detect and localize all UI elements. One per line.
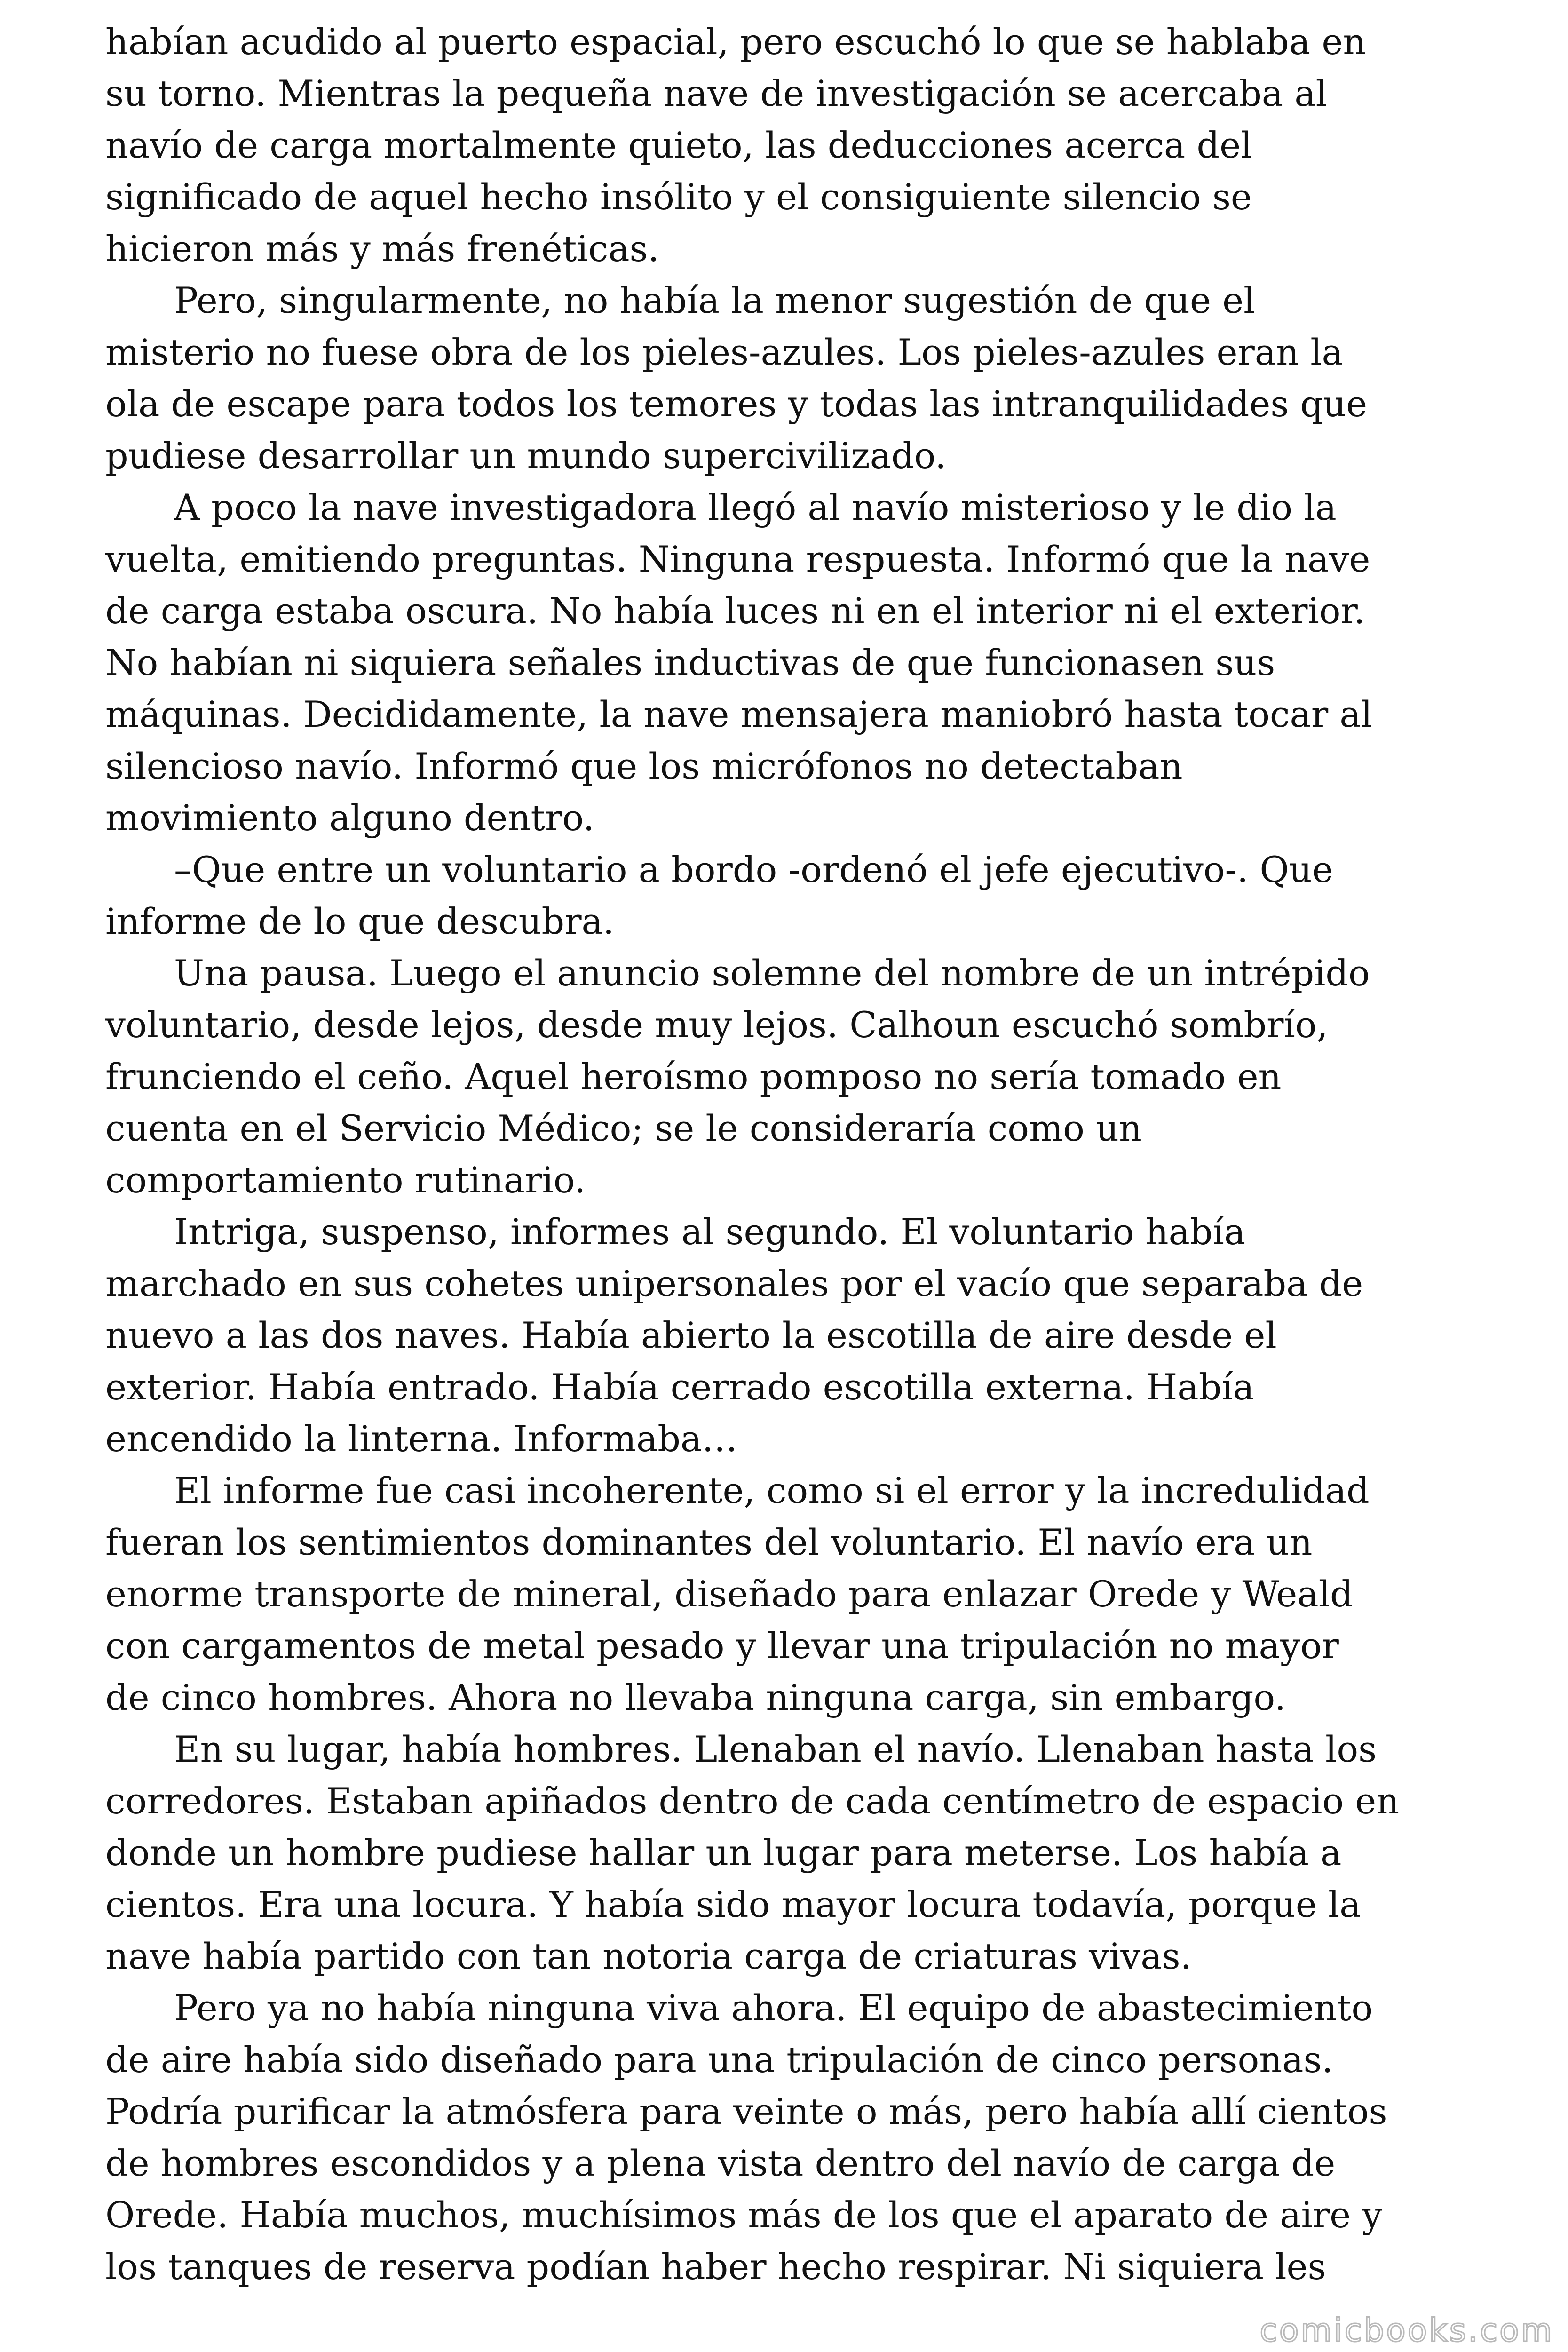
- text-line: No habían ni siquiera señales inductivas de que funcionasen sus: [105, 642, 1275, 683]
- text-line: significado de aquel hecho insólito y el consiguiente silencio se: [105, 176, 1252, 218]
- text-line: los tanques de reserva podían haber hecho respirar. Ni siquiera les: [105, 2246, 1326, 2288]
- text-line: cuenta en el Servicio Médico; se le consideraría como un: [105, 1107, 1142, 1149]
- text-line: silencioso navío. Informó que los micrófonos no detectaban: [105, 745, 1183, 787]
- text-line: marchado en sus cohetes unipersonales por el vacío que separaba de: [105, 1263, 1363, 1304]
- text-line: con cargamentos de metal pesado y llevar una tripulación no mayor: [105, 1625, 1339, 1667]
- text-line: informe de lo que descubra.: [105, 900, 614, 942]
- text-line: pudiese desarrollar un mundo supercivilizado.: [105, 435, 947, 477]
- text-line: vuelta, emitiendo preguntas. Ninguna respuesta. Informó que la nave: [105, 538, 1370, 580]
- text-line: nave había partido con tan notoria carga de criaturas vivas.: [105, 1935, 1192, 1977]
- text-line: –Que entre un voluntario a bordo -ordenó el jefe ejecutivo-. Que: [174, 849, 1333, 890]
- text-line: de carga estaba oscura. No había luces ni en el interior ni el exterior.: [105, 590, 1365, 632]
- text-line: encendido la linterna. Informaba…: [105, 1418, 738, 1460]
- text-line: Podría purificar la atmósfera para veinte o más, pero había allí cientos: [105, 2090, 1387, 2132]
- text-line: En su lugar, había hombres. Llenaban el navío. Llenaban hasta los: [174, 1728, 1377, 1770]
- text-line: navío de carga mortalmente quieto, las deducciones acerca del: [105, 124, 1252, 166]
- text-line: su torno. Mientras la pequeña nave de investigación se acercaba al: [105, 72, 1327, 114]
- text-line: frunciendo el ceño. Aquel heroísmo pomposo no sería tomado en: [105, 1056, 1282, 1097]
- text-line: misterio no fuese obra de los pieles-azules. Los pieles-azules eran la: [105, 331, 1343, 373]
- text-line: movimiento alguno dentro.: [105, 797, 594, 839]
- text-line: hicieron más y más frenéticas.: [105, 228, 659, 270]
- page-text: [105, 16, 1469, 2293]
- text-line: de aire había sido diseñado para una tripulación de cinco personas.: [105, 2039, 1333, 2081]
- text-line: comportamiento rutinario.: [105, 1159, 586, 1201]
- text-line: donde un hombre pudiese hallar un lugar para meterse. Los había a: [105, 1832, 1342, 1874]
- text-line: El informe fue casi incoherente, como si el error y la incredulidad: [174, 1470, 1370, 1511]
- text-line: cientos. Era una locura. Y había sido mayor locura todavía, porque la: [105, 1883, 1361, 1925]
- text-line: A poco la nave investigadora llegó al navío misterioso y le dio la: [174, 486, 1337, 528]
- text-line: exterior. Había entrado. Había cerrado escotilla externa. Había: [105, 1366, 1254, 1408]
- text-line: Pero, singularmente, no había la menor sugestión de que el: [174, 279, 1255, 321]
- text-line: habían acudido al puerto espacial, pero escuchó lo que se hablaba en: [105, 21, 1366, 63]
- watermark: comicbooks.com: [1259, 2312, 1554, 2349]
- text-line: voluntario, desde lejos, desde muy lejos. Calhoun escuchó sombrío,: [105, 1004, 1328, 1046]
- text-line: Orede. Había muchos, muchísimos más de los que el aparato de aire y: [105, 2194, 1383, 2236]
- text-line: fueran los sentimientos dominantes del voluntario. El navío era un: [105, 1521, 1313, 1563]
- text-line: enorme transporte de mineral, diseñado para enlazar Orede y Weald: [105, 1573, 1353, 1615]
- text-line: de cinco hombres. Ahora no llevaba ninguna carga, sin embargo.: [105, 1677, 1286, 1718]
- text-line: Pero ya no había ninguna viva ahora. El equipo de abastecimiento: [174, 1987, 1373, 2029]
- text-line: ola de escape para todos los temores y todas las intranquilidades que: [105, 383, 1368, 425]
- text-line: corredores. Estaban apiñados dentro de cada centímetro de espacio en: [105, 1780, 1400, 1822]
- text-line: máquinas. Decididamente, la nave mensajera maniobró hasta tocar al: [105, 693, 1372, 735]
- text-line: Una pausa. Luego el anuncio solemne del nombre de un intrépido: [174, 952, 1370, 994]
- text-line: de hombres escondidos y a plena vista dentro del navío de carga de: [105, 2142, 1336, 2184]
- text-line: Intriga, suspenso, informes al segundo. El voluntario había: [174, 1211, 1246, 1253]
- text-line: nuevo a las dos naves. Había abierto la escotilla de aire desde el: [105, 1314, 1277, 1356]
